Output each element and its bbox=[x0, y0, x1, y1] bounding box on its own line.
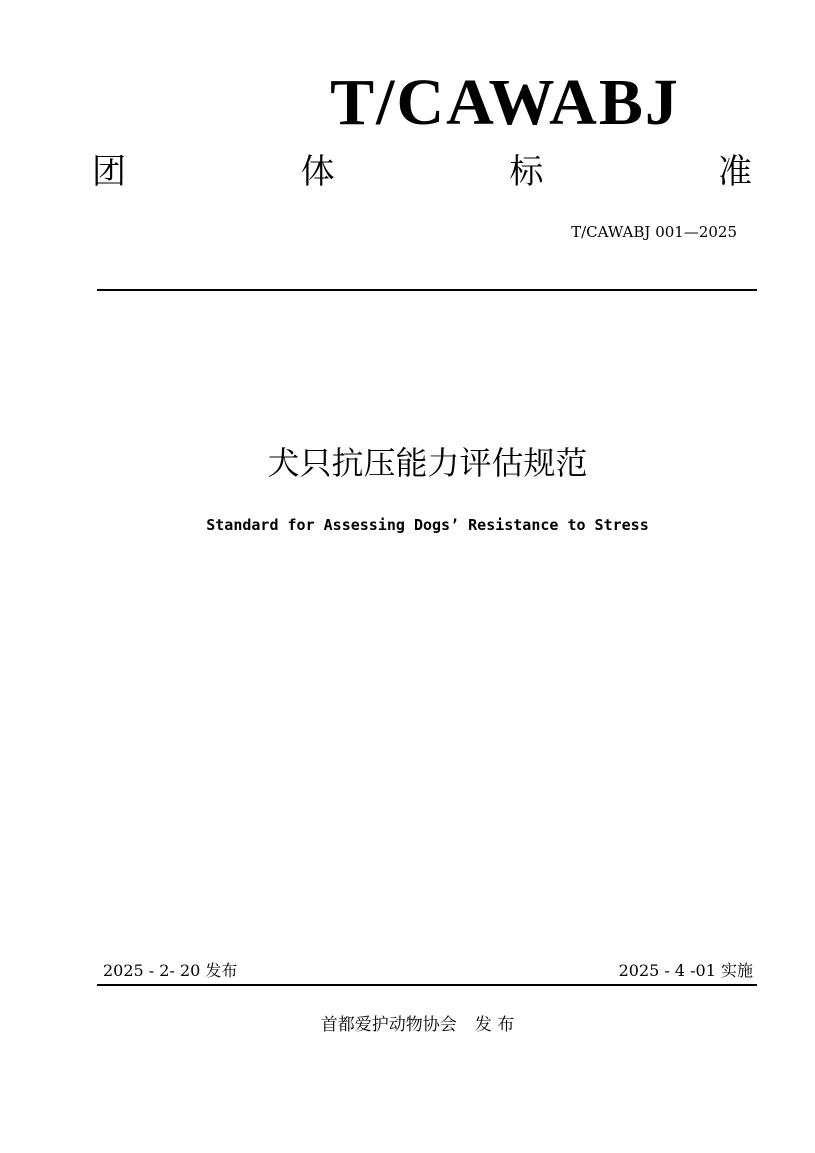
publish-word: 发 布 bbox=[474, 1015, 515, 1035]
publisher-name: 首都爱护动物协会 bbox=[320, 1015, 457, 1035]
org-code-title: T/CAWABJ bbox=[330, 66, 680, 139]
standard-type-char: 标 bbox=[509, 152, 544, 192]
standard-type-char: 体 bbox=[300, 152, 335, 192]
bottom-divider bbox=[97, 984, 757, 986]
standard-type-char: 团 bbox=[92, 152, 126, 192]
standard-type-char: 准 bbox=[717, 152, 752, 192]
standard-number: T/CAWABJ 001—2025 bbox=[571, 223, 737, 241]
publish-date: 2025 - 2- 20 发布 bbox=[103, 961, 238, 980]
document-title-zh: 犬只抗压能力评估规范 bbox=[267, 444, 588, 482]
top-divider bbox=[97, 289, 757, 291]
standard-type bbox=[92, 152, 752, 199]
implement-date: 2025 - 4 -01 实施 bbox=[618, 961, 753, 980]
publisher-line bbox=[0, 1017, 815, 1034]
document-title-en: Standard for Assessing Dogs’ Resistance to Stress bbox=[206, 516, 649, 534]
